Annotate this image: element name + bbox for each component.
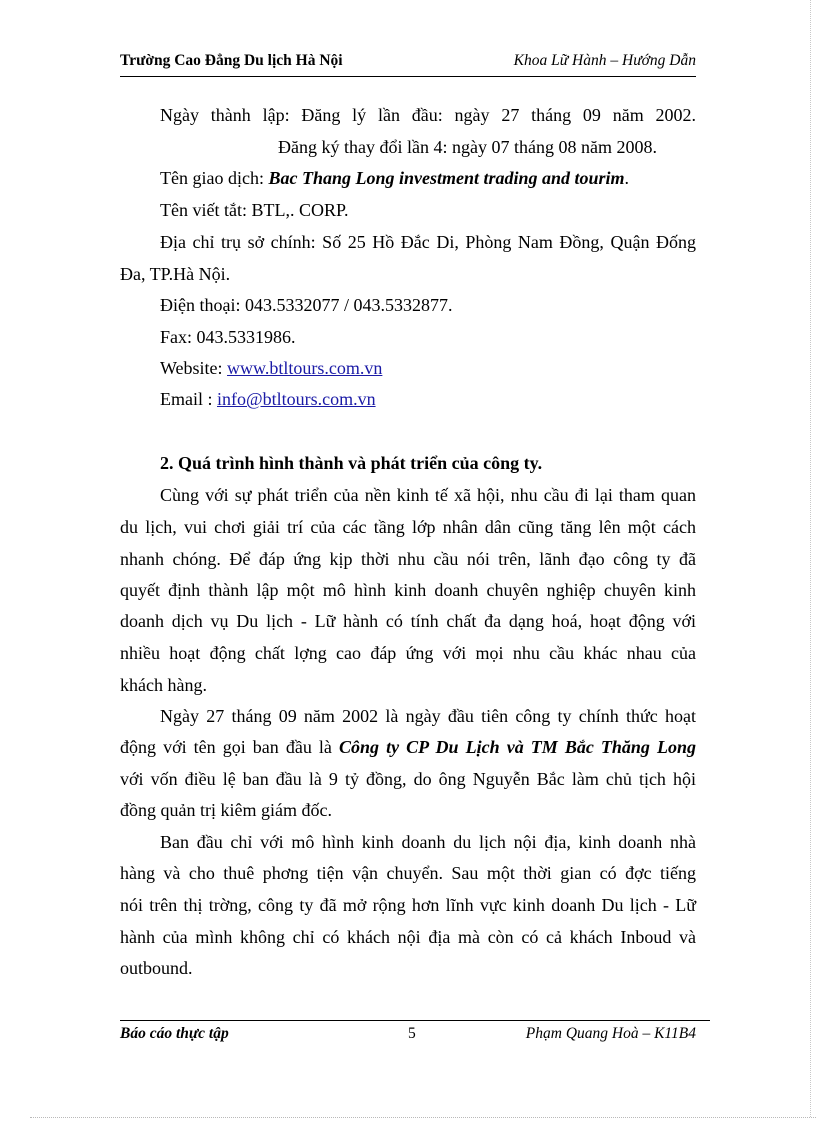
p1-line: khách hàng. xyxy=(120,675,207,695)
p1-line: nhiều hoạt động chất lợng cao đáp ứng với mọi nhu cầu khác nhau của xyxy=(120,643,696,663)
amendment-date-line: Đăng ký thay đổi lần 4: ngày 07 tháng 08 năm 2008. xyxy=(278,137,657,157)
page-footer xyxy=(120,1020,710,1042)
p1-line: Cùng với sự phát triển của nền kinh tế xã hội, nhu cầu đi lại tham quan xyxy=(160,485,696,505)
phone-line: Điện thoại: 043.5332077 / 043.5332877. xyxy=(160,295,453,315)
company-name: Công ty CP Du Lịch và TM Bắc Thăng Long xyxy=(339,737,697,757)
p3-line: hành của mình không chỉ có khách nội địa mà còn có cả khách Inboud và xyxy=(120,927,696,947)
p3-line: nói trên thị trờng, công ty đã mở rộng hơn lĩnh vực kinh doanh Du lịch - Lữ xyxy=(120,895,696,915)
abbreviation-line: Tên viết tắt: BTL,. CORP. xyxy=(160,200,349,220)
p2-line xyxy=(120,736,696,758)
website-label: Website: xyxy=(160,358,228,378)
p2-prefix: động với tên gọi ban đầu là xyxy=(120,737,339,757)
p1-line: nhanh chóng. Để đáp ứng kịp thời nhu cầu nói trên, lãnh đạo công ty đã xyxy=(120,549,696,569)
trade-name-end: . xyxy=(624,168,630,188)
section-heading: 2. Quá trình hình thành và phát triển của công ty. xyxy=(160,453,543,473)
footer-report-title: Báo cáo thực tập xyxy=(120,1025,229,1042)
page-right-edge xyxy=(810,0,811,1117)
address-line-1: Địa chỉ trụ sở chính: Số 25 Hồ Đắc Di, Phòng Nam Đồng, Quận Đống xyxy=(160,232,696,252)
p1-line: du lịch, vui chơi giải trí của các tầng lớp nhân dân cũng tăng lên một cách xyxy=(120,517,696,537)
email-line xyxy=(160,388,376,410)
p1-line: doanh dịch vụ Du lịch - Lữ hành có tính chất đa dạng hoá, hoạt động với xyxy=(120,611,696,631)
p2-line: với vốn điều lệ ban đầu là 9 tỷ đồng, do ông Nguyễn Bắc làm chủ tịch hội xyxy=(120,769,696,789)
header-school: Trường Cao Đẳng Du lịch Hà Nội xyxy=(120,52,343,69)
page-header xyxy=(120,52,696,77)
founding-date-line: Ngày thành lập: Đăng lý lần đầu: ngày 27 tháng 09 năm 2002. xyxy=(160,105,696,125)
website-line xyxy=(160,357,382,379)
p3-line: outbound. xyxy=(120,958,193,978)
p3-line: hàng và cho thuê phơng tiện vận chuyển. Sau một thời gian có đợc tiếng xyxy=(120,863,696,883)
trade-name-line xyxy=(160,167,629,189)
page-number: 5 xyxy=(408,1025,416,1042)
p2-line: Ngày 27 tháng 09 năm 2002 là ngày đầu tiên công ty chính thức hoạt xyxy=(160,706,696,726)
email-link[interactable]: info@btltours.com.vn xyxy=(217,389,376,409)
trade-name-value: Bac Thang Long investment trading and tourim xyxy=(268,168,625,188)
p1-line: quyết định thành lập một mô hình kinh doanh chuyên nghiệp chuyên kinh xyxy=(120,580,696,600)
website-link[interactable]: www.btltours.com.vn xyxy=(227,358,383,378)
p2-line: đồng quản trị kiêm giám đốc. xyxy=(120,800,332,820)
p3-line: Ban đầu chỉ với mô hình kinh doanh du lịch nội địa, kinh doanh nhà xyxy=(160,832,696,852)
footer-author: Phạm Quang Hoà – K11B4 xyxy=(525,1025,696,1042)
address-line-2: Đa, TP.Hà Nội. xyxy=(120,264,231,284)
page-bottom-edge xyxy=(30,1117,816,1118)
trade-name-label: Tên giao dịch: xyxy=(160,168,269,188)
fax-line: Fax: 043.5331986. xyxy=(160,327,296,347)
header-faculty: Khoa Lữ Hành – Hướng Dẫn xyxy=(513,52,696,69)
email-label: Email : xyxy=(160,389,217,409)
